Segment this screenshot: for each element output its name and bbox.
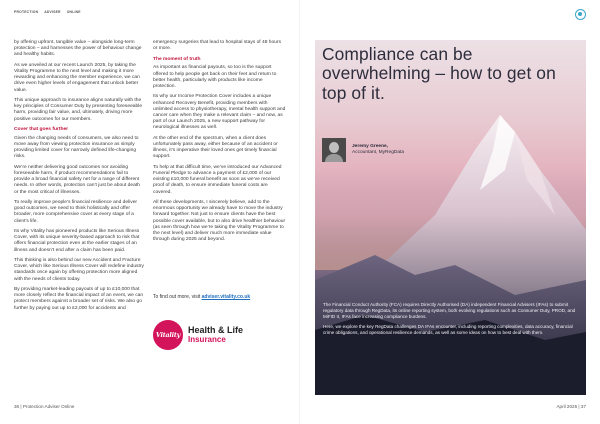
intro-paragraph: The Financial Conduct Authority (FCA) requires Directly Authorised (DA) independent Financial Advisers (IFAs) to submit regulatory data through RegData, its online reporting system, both evolving regulations such as Consumer Duty, PROD, and MiFID II, IFAs face increasing compliance burdens. (323, 302, 576, 319)
paragraph: To really improve people’s financial resilience and deliver good outcomes, we need to think holistically and offer broader, more comprehensive cover at every stage of a client’s life. (14, 199, 138, 224)
brand-line-2: Insurance (188, 335, 226, 344)
masthead-logo-1: PROTECTION (14, 10, 39, 14)
subheading: Cover that goes further (14, 127, 69, 132)
footer-right: April 2025 | 37 (556, 404, 586, 409)
paragraph: We’re neither delivering good outcomes nor avoiding foreseeable harm, if product recommendations fail to provide a broad financial safety net for a range of different needs. In other words, protection can’t just be about death or the most critical of illnesses. (14, 164, 140, 195)
intro-paragraph: Here, we explore the key RegData challenges DA IFAs encounter, including reporting complexities, data accuracy, financial crime obligations, and operational resilience demands, as well as some ideas on how to best deal with them. (323, 323, 573, 335)
article-column-1 (14, 40, 144, 316)
author-info (352, 144, 404, 157)
paragraph: This thinking is also behind our new Accident and Fracture Cover, which like Serious Illness Cover will redefine industry standards once again by offering protection more aligned with the needs of clients today. (14, 257, 144, 282)
paragraph: Given the changing needs of consumers, we also need to move away from viewing protection insurance as simply providing limited cover for narrowly defined life-changing risks. (14, 135, 139, 160)
paragraph: To help at that difficult time, we’ve introduced our Advanced Funeral Pledge to advance a payment of £2,000 of our existing £10,000 funeral benefit as soon as we’ve received proof of death, to ensure immediate funeral costs are covered. (153, 164, 282, 195)
paragraph: Its why Vitality has pioneered products like Serious Illness Cover, with its unique severity-based approach to risk that offers financial protection even at the earlier stages of an illness and doesn’t end after a claim has been paid. (14, 228, 140, 253)
paragraph: All these developments, I sincerely believe, add to the enormous opportunity we already have to move the industry forward together. Not just to ensure clients have the best possible cover available, but to also drive healthier behaviour (as seen through how we’re taking the Vitality Programme to the next level) and deliver much more immediate value through during 2025 and beyond. (153, 199, 286, 243)
call-to-action (153, 294, 250, 300)
paragraph: by offering upfront, tangible value – alongside long-term protection – and harnesses the power of behaviour change and healthy habits. (14, 40, 142, 58)
author-byline (322, 138, 404, 162)
paragraph: As important as financial payouts, so too is the support offered to help people get back on their feet and return to better health, particularly with products like income protection. (153, 65, 277, 89)
feature-intro (315, 302, 586, 340)
paragraph: At the other end of the spectrum, when a client does unfortunately pass away, either because of an accident or illness, it’s imperative their loved ones get timely financial support. (153, 135, 278, 160)
publisher-logo-icon (575, 9, 586, 20)
author-name: Jeremy Greene, (352, 143, 389, 149)
paragraph: By providing market-leading payouts of up to £10,000 that more closely reflect the financial impact of an event, we can protect members against a broader set of risks. We also go further by paying out up to £2,000 for accidents and (14, 286, 144, 311)
author-role: Accountant, MyRegData (352, 150, 404, 155)
feature-title: Compliance can be overwhelming – how to get on top of it. (322, 44, 556, 103)
article-column-2 (153, 40, 286, 248)
footer-left: 36 | Protection Adviser Online (14, 404, 75, 409)
vitality-badge-icon: Vitality (153, 320, 183, 350)
paragraph: As we unveiled at our recent Launch 2025, by taking the Vitality Programme to the next level and making it more rewarding and enhancing the member experience, we can drive even higher levels of engagement that unlock better value. (14, 62, 140, 93)
masthead-logo-2: ADVISER (44, 10, 61, 14)
cta-text: To find out more, visit (153, 294, 202, 300)
vitality-logo (153, 320, 243, 350)
paragraph: Its why our Income Protection Cover includes a unique enhanced Recovery Benefit, providing members with unlimited access to physiotherapy, mental health support and cancer care when they make a relevant claim – and now, as part of our Launch 2025, a new support pathway for neurological illnesses as well. (153, 94, 286, 131)
masthead-logos (14, 10, 81, 14)
paragraph: emergency surgeries that lead to hospital stays of 48 hours or more. (153, 40, 282, 52)
adviser-link[interactable]: adviser.vitality.co.uk (201, 294, 251, 300)
brand-line-1: Health & Life (188, 325, 244, 335)
author-avatar (322, 138, 346, 162)
hero-feature (315, 40, 586, 395)
subheading: The moment of truth (153, 56, 201, 62)
masthead-logo-3: ONLINE (66, 10, 81, 14)
paragraph: This unique approach to insurance aligns naturally with the key principles of Consumer Duty by presenting foreseeable harm, providing fair value, and, ultimately, driving more positive outcomes for our members. (14, 98, 143, 122)
vitality-wordmark (188, 326, 243, 344)
